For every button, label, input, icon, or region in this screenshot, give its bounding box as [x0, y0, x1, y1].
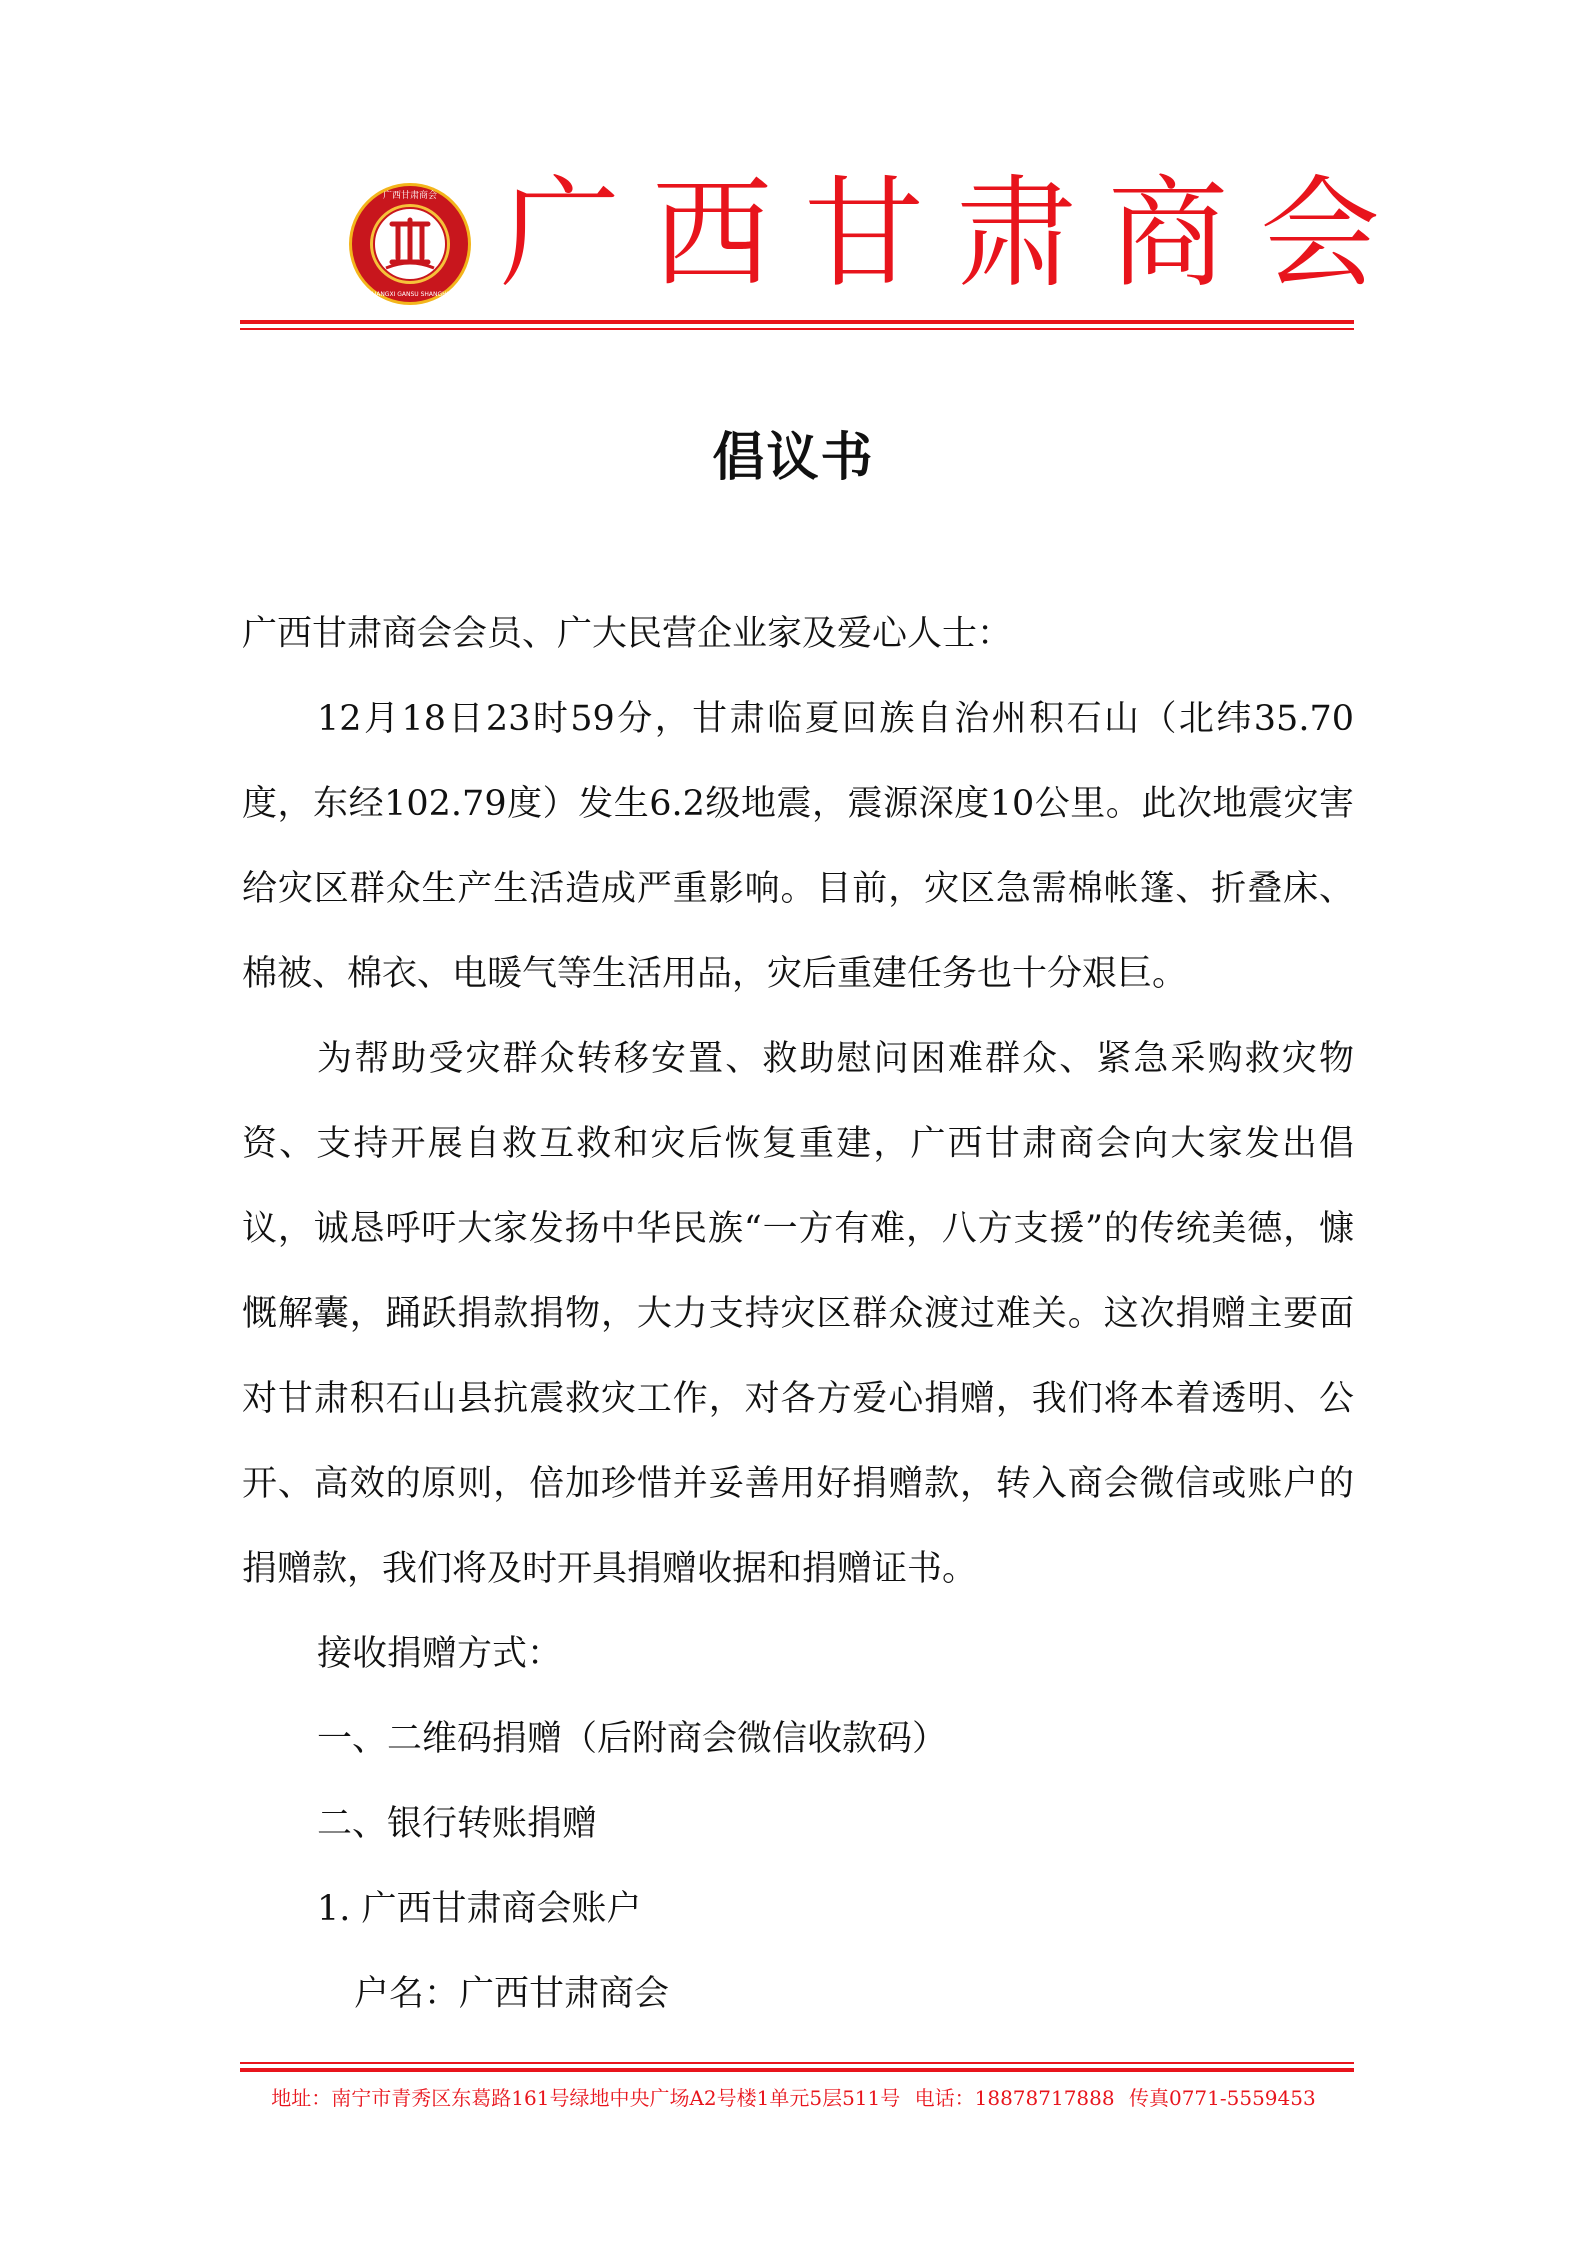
chamber-of-commerce-seal-logo-icon: [346, 180, 474, 308]
footer-contact: [0, 2082, 1587, 2111]
footer-address: 地址：南宁市青秀区东葛路161号绿地中央广场A2号楼1单元5层511号: [271, 2086, 901, 2110]
footer-divider-thick: [240, 2068, 1354, 2072]
account-heading: 1. 广西甘肃商会账户: [317, 1889, 642, 1929]
header-divider-thick: [240, 320, 1354, 324]
account-name: 户名：广西甘肃商会: [354, 1974, 670, 2014]
paragraph-donation-appeal: 为帮助受灾群众转移安置、救助慰问困难群众、紧急采购救灾物资、支持开展自救互救和灾后恢复重建，广西甘肃商会向大家发出倡议，诚恳呼吁大家发扬中华民族“一方有难，八方支援”的传统美德，慷慨解囊，踊跃捐款捐物，大力支持灾区群众渡过难关。这次捐赠主要面对甘肃积石山县抗震救灾工作，对各方爱心捐赠，我们将本着透明、公开、高效的原则，倍加珍惜并妥善用好捐赠款，转入商会微信或账户的捐赠款，我们将及时开具捐赠收据和捐赠证书。: [242, 1039, 1354, 1589]
header-divider-thin: [240, 328, 1354, 330]
letterhead: [0, 160, 1587, 310]
logo-ring-text: 广西甘肃商会: [382, 191, 438, 201]
organization-title: 广西甘肃商会: [500, 165, 1412, 304]
footer-fax: 传真0771-5559453: [1128, 2086, 1316, 2110]
letter-body: [242, 592, 1354, 2037]
donation-method-bank: 二、银行转账捐赠: [317, 1804, 598, 1844]
footer-divider-thin: [240, 2062, 1354, 2064]
donation-methods-heading: 接收捐赠方式：: [317, 1634, 563, 1674]
donation-method-qr: 一、二维码捐赠（后附商会微信收款码）: [317, 1719, 948, 1759]
logo-bottom-text: GUANGXI GANSU SHANGHUI: [367, 291, 453, 298]
document-title: 倡议书: [712, 428, 875, 488]
paragraph-earthquake-report: 12月18日23时59分，甘肃临夏回族自治州积石山（北纬35.70度，东经102.79度）发生6.2级地震，震源深度10公里。此次地震灾害给灾区群众生产生活造成严重影响。目前，灾区急需棉帐篷、折叠床、棉被、棉衣、电暖气等生活用品，灾后重建任务也十分艰巨。: [242, 699, 1354, 994]
footer-phone: 电话：18878717888: [914, 2086, 1115, 2110]
salutation: 广西甘肃商会会员、广大民营企业家及爱心人士：: [242, 614, 1013, 654]
